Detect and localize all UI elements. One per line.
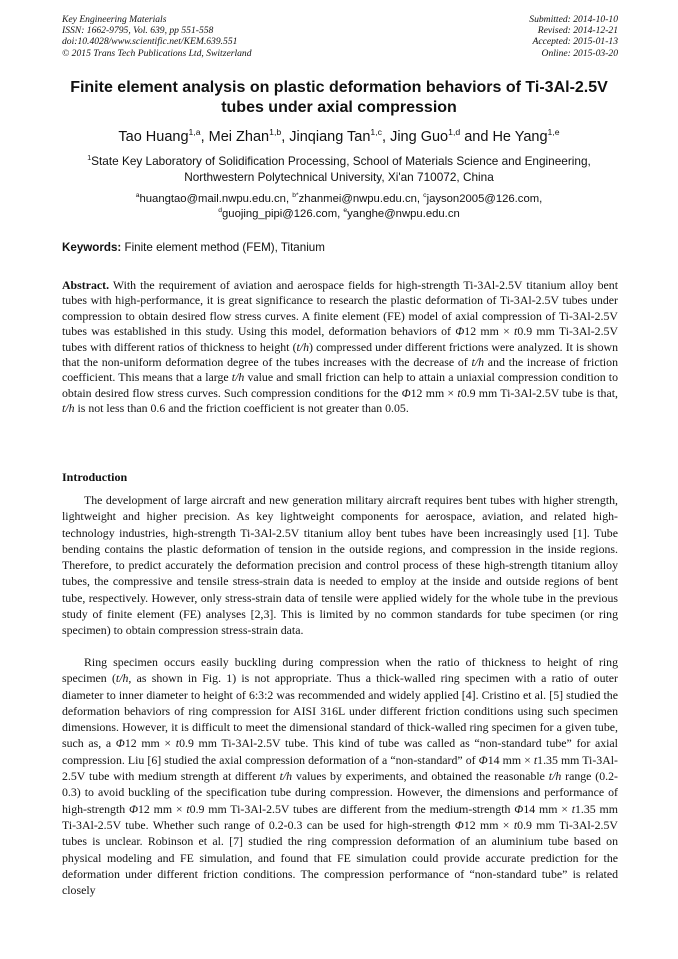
email-link[interactable]: yanghe@nwpu.edu.cn — [347, 208, 460, 220]
author-name: Tao Huang — [118, 129, 189, 145]
author-name: Jing Guo — [390, 129, 449, 145]
author-list — [60, 128, 618, 146]
emails-line-2: $^d$guojing_pipi@126.com, $^e$yanghe@nwpu.edu.cn — [218, 207, 460, 220]
abstract-label: Abstract. — [62, 278, 110, 292]
journal-issn: ISSN: 1662-9795, Vol. 639, pp 551-558 — [62, 25, 214, 37]
title-line-2: tubes under axial compression — [221, 99, 457, 116]
journal-name: Key Engineering Materials — [62, 14, 167, 25]
emails-line-1: $^a$huangtao@mail.nwpu.edu.cn, $^{b*}$zhanmei@nwpu.edu.cn, $^c$jayson2005@126.com, — [135, 192, 543, 205]
title-line-1: Finite element analysis on plastic deformation behaviors of Ti-3Al-2.5V — [70, 79, 608, 96]
section-heading-introduction: Introduction — [62, 470, 128, 484]
date-submitted: Submitted: 2014-10-10 — [529, 14, 618, 25]
journal-info — [62, 14, 252, 59]
author-name: Jinqiang Tan — [289, 129, 371, 145]
journal-header — [62, 14, 618, 66]
abstract: Abstract. With the requirement of aviation and aerospace fields for high-strength Ti-3Al-2.5V titanium alloy bent tubes with high-performance, it is great significance to research the plastic deformation of Ti-3Al-2.5V tubes under compression to obtain desired flow stress curves. A finite element (FE) model of axial compression of Ti-3Al-2.5V tubes was established in this study. Using this model, deformation behaviors of Φ12 mm × t0.9 mm Ti-3Al-2.5V tubes with different ratios of thickness to height (t/h) compressed under different frictions were analyzed. It is shown that the non-uniform deformation degree of the tubes increases with the decrease of t/h and the increase of friction coefficient. This means that a large t/h value and small friction can help to attain a uniaxial compression condition to obtain desired flow stress curves. Such compression conditions for the Φ12 mm × t0.9 mm Ti-3Al-2.5V tube is that, t/h is not less than 0.6 and the friction coefficient is not greater than 0.05. — [62, 278, 619, 416]
email-link[interactable]: guojing_pipi@126.com, — [222, 208, 344, 220]
email-link[interactable]: zhanmei@nwpu.edu.cn, — [298, 193, 424, 205]
date-accepted: Accepted: 2015-01-13 — [532, 36, 618, 48]
author-sep: , — [200, 129, 209, 145]
affiliation-sup: 1 — [87, 154, 92, 163]
email-link[interactable]: huangtao@mail.nwpu.edu.cn, — [139, 193, 293, 205]
author-sup: 1,c — [370, 127, 383, 138]
keywords-label: Keywords: — [62, 241, 122, 254]
intro-paragraph-2: Ring specimen occurs easily buckling during compression when the ratio of thickness to height of ring specimen (t/h, as shown in Fig. 1) is not appropriate. Thus a thick-walled ring specimen with a ratio of outer diameter to inner diameter to height of 6:3:2 was recommended and widely applied [4]. Cristino et al. [5] studied the deformation behaviors of ring compression for AISI 316L under different friction conditions using such specimen dimensions. However, it is difficult to meet the dimensional standard of thick-walled ring specimen for a given tube, such as, a Φ12 mm × t0.9 mm Ti-3Al-2.5V tube. This kind of tube was called as “non-standard tube” for axial compression. Liu [6] studied the axial compression deformation of a “non-standard” of Φ14 mm × t1.35 mm Ti-3Al-2.5V tube with medium strength at different t/h values by experiments, and obtained the reasonable t/h range (0.2-0.3) to avoid buckling of the specification tube during compression. However, the dimensions and performance of high-strength Φ12 mm × t0.9 mm Ti-3Al-2.5V tubes are different from the medium-strength Φ14 mm × t1.35 mm Ti-3Al-2.5V tube. Whether such range of 0.2-0.3 can be used for high-strength Φ12 mm × t0.9 mm Ti-3Al-2.5V tubes is unclear. Robinson et al. [7] studied the ring compression deformation of an aluminium tube based on physical modeling and FE simulation, and found that FE simulation could provide accurate prediction for the deformation under different friction conditions. The compression performance of “non-standard tube” is related closely — [62, 655, 618, 898]
affiliation-line-2: Northwestern Polytechnical University, Xi'an 710072, China — [184, 169, 494, 184]
publication-dates — [529, 14, 618, 59]
intro-paragraph-1: The development of large aircraft and new generation military aircraft requires bent tubes with higher strength, lightweight and higher precision. As key lightweight components for aerospace, aviation, and related high-technology industries, high-strength Ti-3Al-2.5V titanium alloy bent tubes have been increasingly used [1]. Tube bending contains the plastic deformation of tension in the outside regions, and compression in the inside regions. Therefore, to predict accurately the deformation precision and control process of these high-strength titanium alloy tubes, the compressive and tensile stress-strain data is needed to employ at the inside and outside regions of bent tube, respectively. However, only stress-strain data of tensile were applied widely for the whole tube in the previous study of finite element (FE) analyses [2,3]. This is limited by no common standards for tube specimen (or ring specimen) to obtain compression stress-strain data. — [62, 493, 618, 638]
affiliation-line-1: $^1$State Key Laboratory of Solidification Processing, School of Materials Science and Engineering, — [87, 154, 591, 168]
author-sep: , — [382, 129, 391, 145]
affiliation — [60, 154, 618, 185]
author-emails — [60, 192, 618, 222]
journal-copyright: © 2015 Trans Tech Publications Ltd, Switzerland — [62, 47, 252, 59]
author-sup: 1,a — [188, 127, 201, 138]
journal-doi[interactable]: doi:10.4028/www.scientific.net/KEM.639.551 — [62, 36, 238, 48]
author-name: He Yang — [492, 129, 548, 145]
author-sup: 1,d — [448, 127, 461, 138]
date-revised: Revised: 2014-12-21 — [537, 25, 618, 37]
date-online: Online: 2015-03-20 — [541, 47, 618, 59]
paper-title — [60, 78, 618, 118]
keywords — [62, 240, 618, 255]
author-sup: 1,b — [269, 127, 282, 138]
author-name: Mei Zhan — [208, 129, 270, 145]
author-sep: , — [281, 129, 290, 145]
author-sup: 1,e — [547, 127, 560, 138]
email-link[interactable]: jayson2005@126.com, — [426, 193, 543, 205]
keywords-text: Finite element method (FEM), Titanium — [121, 241, 325, 254]
author-sep: and — [460, 129, 493, 145]
